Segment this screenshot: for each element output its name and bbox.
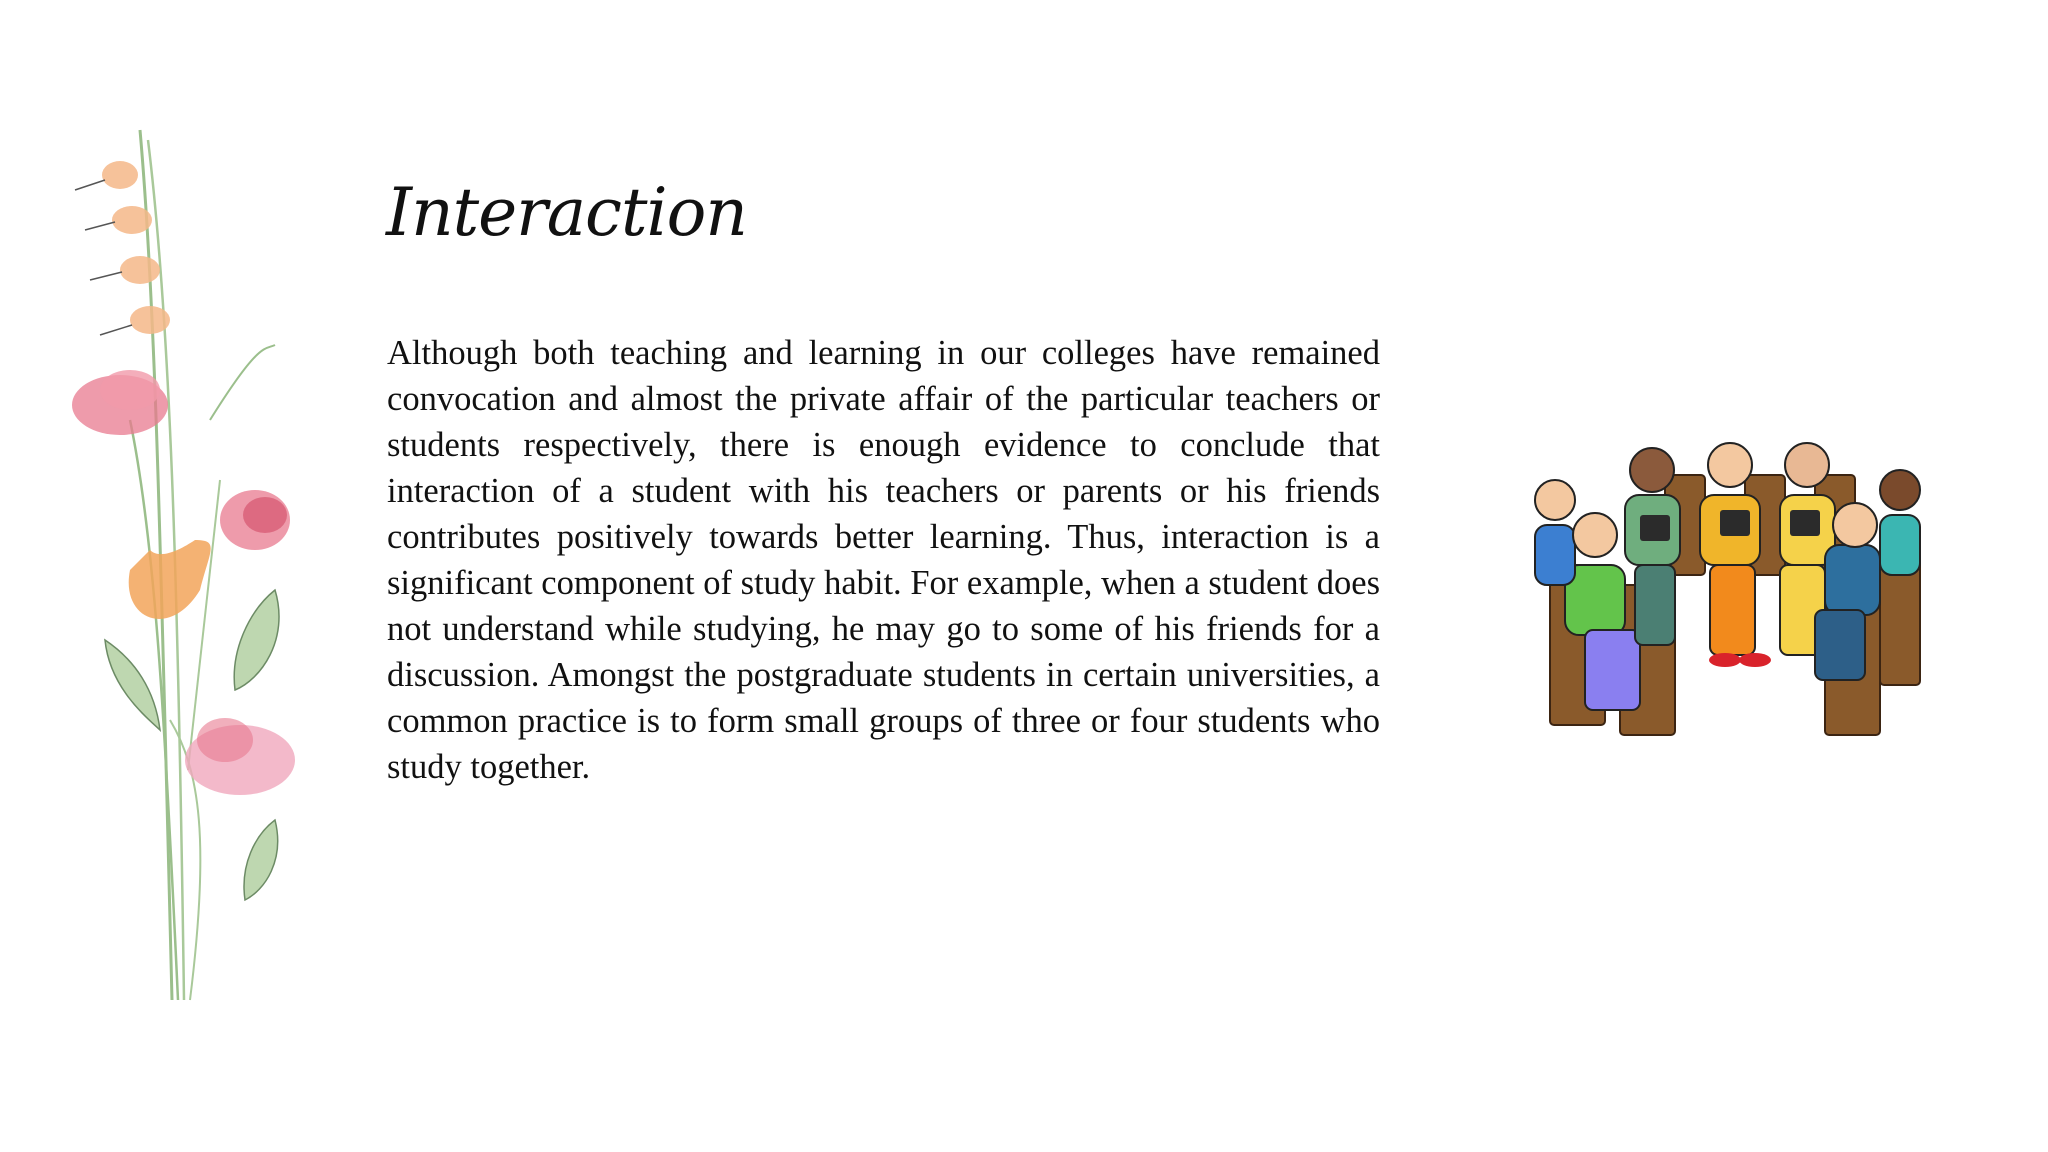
orange-flower: [129, 540, 211, 619]
students-reading-circle-illustration: [1525, 415, 1950, 755]
flower-illustration: [60, 120, 330, 1020]
slide-title: Interaction: [386, 174, 747, 251]
body-paragraph: Although both teaching and learning in our colleges have remained convocation and almost the private affair of the particular teachers or students respectively, there is enough evidence to conclude that interaction of a student with his teachers or parents or his friends contributes positively towards better learning. Thus, interaction is a significant component of study habit. For example, when a student does not understand while studying, he may go to some of his friends for a discussion. Amongst the postgraduate students in certain universities, a common practice is to form small groups of three or four students who study together.: [387, 334, 1380, 786]
pink-flower-top: [72, 370, 168, 435]
pink-flower-right: [220, 490, 290, 550]
pink-flower-bottom: [185, 718, 295, 795]
